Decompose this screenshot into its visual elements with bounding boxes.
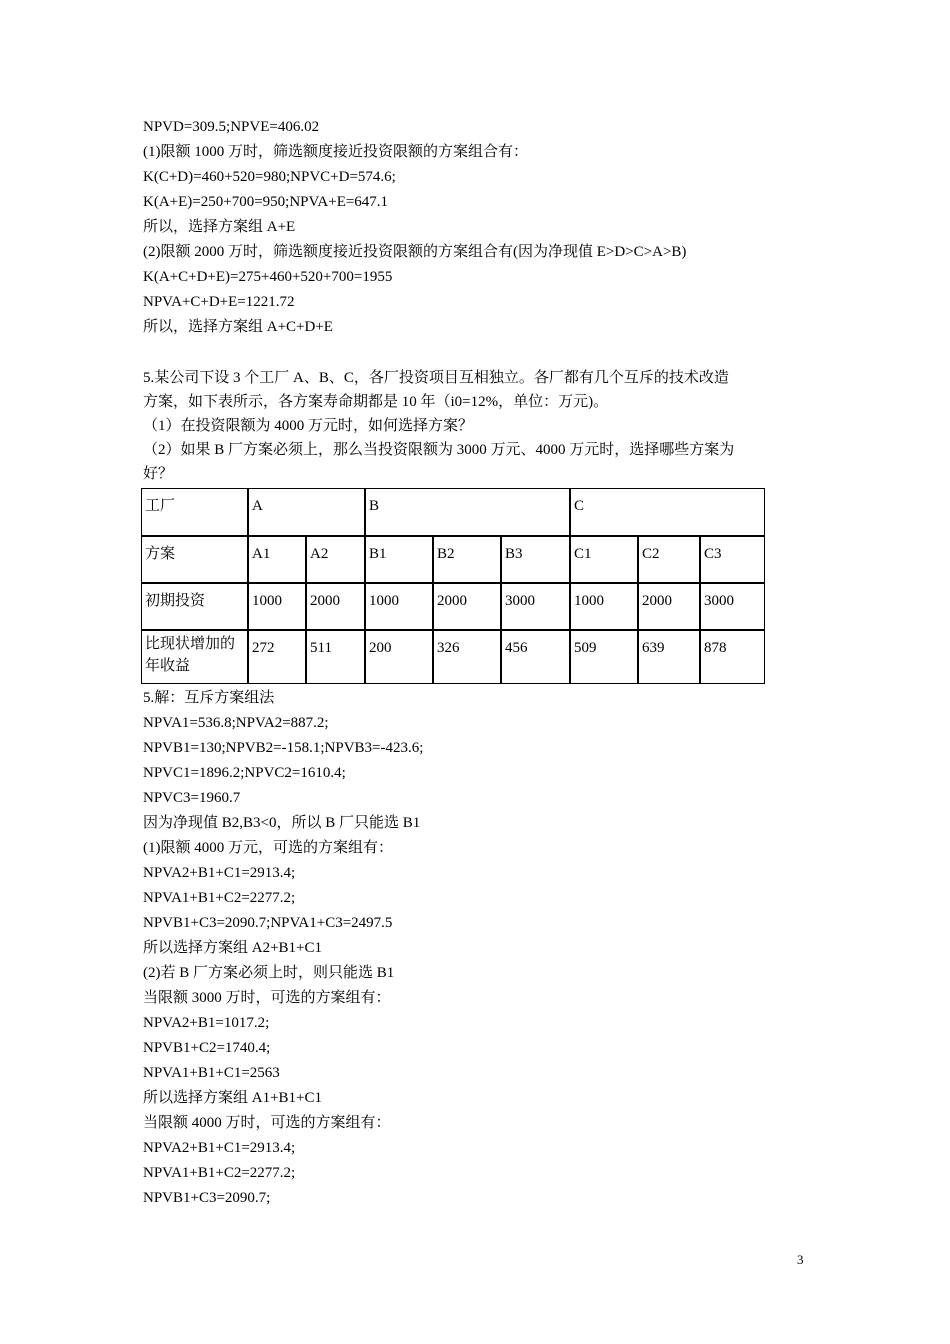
text-line: NPVA1+B1+C2=2277.2; [143,890,296,906]
text-line: 所以选择方案组 A2+B1+C1 [143,940,323,956]
table-cell: C2 [638,536,700,583]
text-line: NPVC3=1960.7 [143,790,241,806]
text-line: 所以，选择方案组 A+C+D+E [143,319,333,335]
table-cell: 1000 [248,583,306,630]
table-cell: B2 [433,536,501,583]
table-cell: C3 [700,536,765,583]
table-cell: B [365,488,570,536]
text-line: K(A+E)=250+700=950;NPVA+E=647.1 [143,194,389,210]
problem-line: 5.某公司下设 3 个工厂 A、B、C，各厂投资项目互相独立。各厂都有几个互斥的技术改造 [143,370,729,386]
table-cell: 工厂 [141,488,248,536]
text-line: 5.解：互斥方案组法 [143,690,275,706]
table-cell: 2000 [306,583,365,630]
table-cell: A [248,488,365,536]
table-row [141,488,765,536]
table-cell: 方案 [141,536,248,583]
text-line: NPVA+C+D+E=1221.72 [143,294,295,310]
text-line: NPVA2+B1=1017.2; [143,1015,270,1031]
text-line: 当限额 3000 万时，可选的方案组有： [143,990,391,1006]
table-cell: B3 [501,536,570,583]
text-line: 因为净现值 B2,B3<0，所以 B 厂只能选 B1 [143,815,421,831]
table-cell: 1000 [365,583,433,630]
table-cell: 3000 [700,583,765,630]
text-line: NPVD=309.5;NPVE=406.02 [143,119,320,135]
text-line: NPVB1+C3=2090.7;NPVA1+C3=2497.5 [143,915,393,931]
table-cell: 878 [700,630,765,684]
table-cell: 200 [365,630,433,684]
table-cell: A1 [248,536,306,583]
page-number: 3 [797,1252,804,1267]
text-line: (1)限额 1000 万时，筛选额度接近投资限额的方案组合有： [143,144,528,160]
problem-line: （2）如果 B 厂方案必须上，那么当投资限额为 3000 万元、4000 万元时，选择哪些方案为 [143,442,735,458]
table-cell: 3000 [501,583,570,630]
text-line: NPVB1=130;NPVB2=-158.1;NPVB3=-423.6; [143,740,424,756]
table-cell: 初期投资 [141,583,248,630]
table-row [141,536,765,583]
text-line: (2)若 B 厂方案必须上时，则只能选 B1 [143,965,395,981]
table-cell: 1000 [570,583,638,630]
text-line: (1)限额 4000 万元，可选的方案组有： [143,840,393,856]
table-cell: C1 [570,536,638,583]
text-line: K(A+C+D+E)=275+460+520+700=1955 [143,269,393,285]
table-cell: 比现状增加的年收益 [141,630,248,684]
table-cell: 509 [570,630,638,684]
problem-line: 好？ [143,466,174,482]
table-cell: 639 [638,630,700,684]
table-cell: 456 [501,630,570,684]
table-cell: A2 [306,536,365,583]
table-cell: 326 [433,630,501,684]
solution-text-block [143,686,808,1211]
text-line: NPVA1=536.8;NPVA2=887.2; [143,715,329,731]
table-cell: 2000 [433,583,501,630]
text-line: NPVB1+C2=1740.4; [143,1040,271,1056]
text-line: 当限额 4000 万时，可选的方案组有： [143,1115,391,1131]
table-row [141,630,765,684]
text-line: NPVC1=1896.2;NPVC2=1610.4; [143,765,346,781]
table-cell: 2000 [638,583,700,630]
text-line: NPVA2+B1+C1=2913.4; [143,865,296,881]
table-cell: B1 [365,536,433,583]
table-cell: C [570,488,765,536]
text-line: 所以，选择方案组 A+E [143,219,296,235]
top-text-block [143,115,808,340]
problem-statement [143,366,808,486]
text-line: 所以选择方案组 A1+B1+C1 [143,1090,323,1106]
text-line: NPVA1+B1+C1=2563 [143,1065,280,1081]
problem-line: 方案，如下表所示，各方案寿命期都是 10 年（i0=12%，单位：万元)。 [143,394,609,410]
text-line: NPVA1+B1+C2=2277.2; [143,1165,296,1181]
text-line: NPVB1+C3=2090.7; [143,1190,271,1206]
scheme-table [141,488,765,684]
table-row [141,583,765,630]
text-line: NPVA2+B1+C1=2913.4; [143,1140,296,1156]
table-cell: 272 [248,630,306,684]
problem-line: （1）在投资限额为 4000 万元时，如何选择方案？ [143,418,474,434]
table-cell: 511 [306,630,365,684]
text-line: (2)限额 2000 万时，筛选额度接近投资限额的方案组合有(因为净现值 E>D>C>A>B) [143,244,687,260]
text-line: K(C+D)=460+520=980;NPVC+D=574.6; [143,169,396,185]
